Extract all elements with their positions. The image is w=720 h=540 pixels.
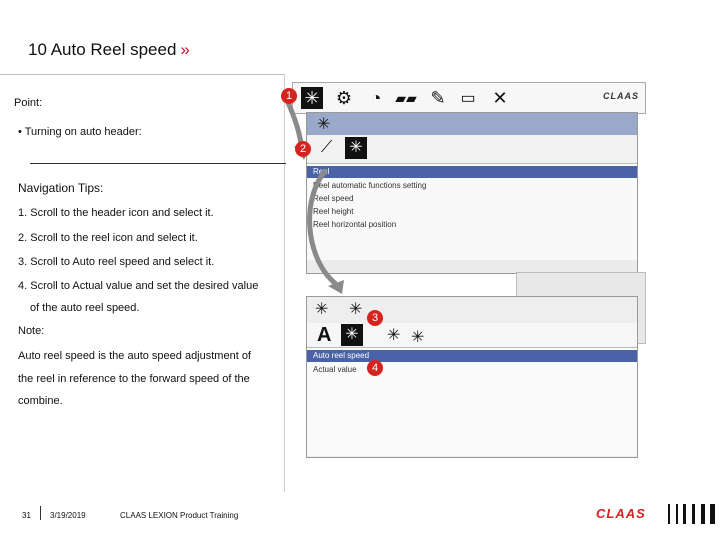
- auto-reel-screen: [306, 296, 638, 458]
- tip-4-cont: of the auto reel speed.: [30, 302, 140, 314]
- screen2-subbar: [307, 323, 637, 348]
- step-badge-3: 3: [367, 310, 383, 326]
- auto-reel-icon[interactable]: ✳: [341, 324, 363, 346]
- reel-speed-icon[interactable]: ✳: [387, 327, 401, 344]
- bullet-text: • Turning on auto header:: [18, 126, 142, 138]
- navigation-arrows: [270, 80, 400, 300]
- reel-horizontal-icon[interactable]: ✳: [411, 329, 425, 346]
- claas-logo: CLAAS: [596, 506, 646, 521]
- list-item-reel-speed[interactable]: Reel speed: [313, 194, 354, 203]
- logo-bars-icon: [666, 504, 716, 524]
- title-chevron: »: [180, 40, 190, 59]
- header-slope-icon-2: ✳: [315, 301, 329, 318]
- feather-icon[interactable]: ✎: [430, 87, 446, 108]
- section-divider: [30, 163, 286, 164]
- title-text: 10 Auto Reel speed: [28, 40, 177, 59]
- header-reel-icon[interactable]: ✳: [301, 87, 323, 109]
- tip-3: 3. Scroll to Auto reel speed and select it.: [18, 256, 215, 268]
- title-divider: [0, 74, 285, 75]
- step-badge-4: 4: [367, 360, 383, 376]
- screen2-header: [307, 297, 637, 323]
- note-heading: Note:: [18, 325, 45, 337]
- list-item-actual-value[interactable]: Actual value: [313, 365, 357, 374]
- nav-tips-heading: Navigation Tips:: [18, 181, 104, 195]
- note-line-1: Auto reel speed is the auto speed adjustment of: [18, 350, 251, 362]
- tip-2: 2. Scroll to the reel icon and select it.: [18, 232, 198, 244]
- tip-4: 4. Scroll to Actual value and set the desired value: [18, 280, 259, 292]
- list-item-reel-height[interactable]: Reel height: [313, 207, 354, 216]
- tip-1: 1. Scroll to the header icon and select it.: [18, 207, 214, 219]
- combine-icon[interactable]: ▰▰: [395, 89, 417, 106]
- step-badge-1: 1: [281, 88, 297, 104]
- note-line-2: the reel in reference to the forward speed of the: [18, 373, 250, 385]
- gauge-icon[interactable]: ◔: [370, 87, 382, 108]
- auto-mode-letter[interactable]: A: [317, 324, 332, 346]
- wrench-icon[interactable]: ✕: [492, 87, 508, 108]
- point-label: Point:: [14, 97, 43, 109]
- list-item-auto-reel-speed[interactable]: Auto reel speed: [307, 350, 637, 362]
- list-item-reel[interactable]: Reel: [307, 166, 637, 178]
- step-badge-2: 2: [295, 141, 311, 157]
- note-line-3: combine.: [18, 395, 63, 407]
- footer-text: CLAAS LEXION Product Training: [120, 511, 239, 520]
- terminal-brand: CLAAS: [603, 91, 639, 101]
- footer-separator: [40, 506, 41, 520]
- page-title: [28, 40, 190, 60]
- reel-icon-2: ✳: [349, 301, 363, 318]
- screen2-list: [307, 348, 637, 456]
- reel-icon[interactable]: ✳: [345, 137, 367, 159]
- list-item-reel-horizontal[interactable]: Reel horizontal position: [313, 220, 397, 229]
- monitor-icon[interactable]: ▭: [460, 90, 476, 107]
- page-number: 31: [22, 511, 31, 520]
- slope-icon[interactable]: ⟋: [321, 139, 333, 156]
- footer-date: 3/19/2019: [50, 511, 86, 520]
- header-slope-icon: ✳: [317, 116, 331, 133]
- gear-outline-icon[interactable]: ⚙: [335, 87, 353, 108]
- list-item-reel-auto[interactable]: Reel automatic functions setting: [313, 181, 427, 190]
